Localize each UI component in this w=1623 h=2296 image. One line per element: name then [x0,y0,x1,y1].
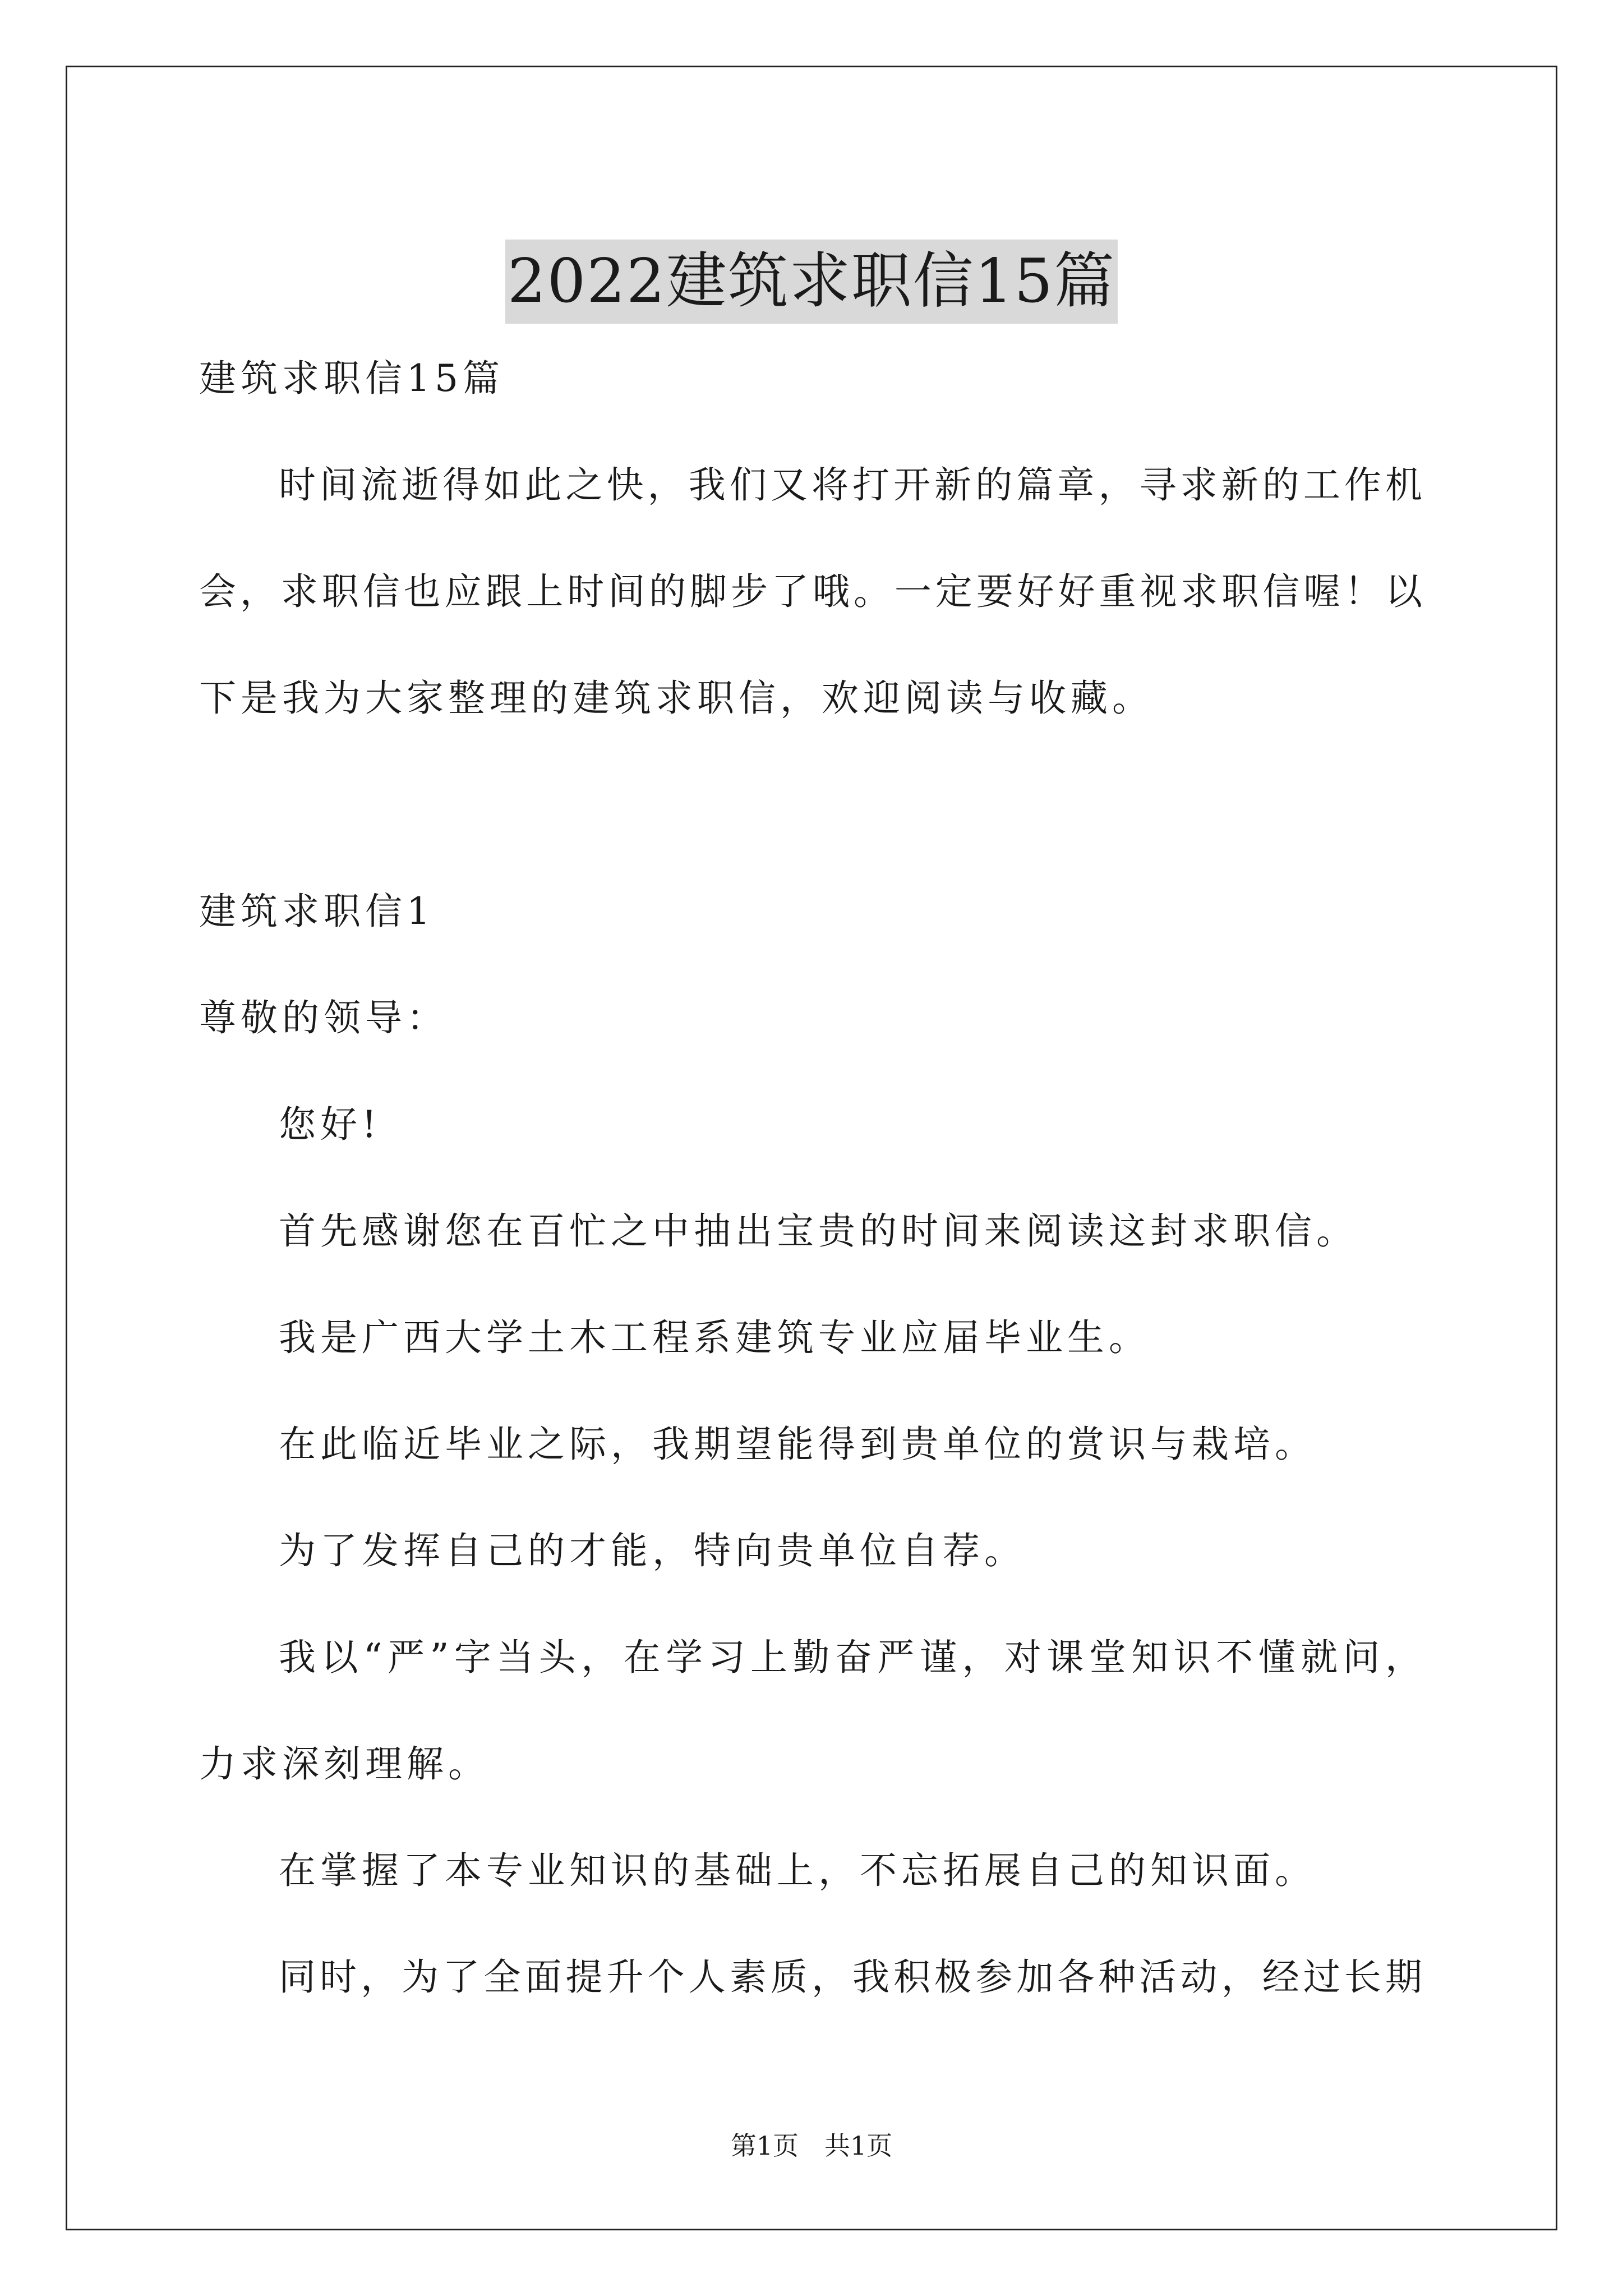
document-title: 2022建筑求职信15篇 [505,240,1118,324]
subtitle: 建筑求职信15篇 [199,357,504,400]
letter-line-2: 我是广西大学土木工程系建筑专业应届毕业生。 [279,1316,1150,1359]
letter-line-3: 在此临近毕业之际，我期望能得到贵单位的赏识与栽培。 [279,1423,1316,1466]
intro-line-1: 时间流逝得如此之快，我们又将打开新的篇章，寻求新的工作机 [279,463,1426,507]
letter-line-4: 为了发挥自己的才能，特向贵单位自荐。 [279,1529,1026,1572]
letter-line-1: 首先感谢您在百忙之中抽出宝贵的时间来阅读这封求职信。 [279,1209,1358,1253]
page-number: 第1页 共1页 [730,2131,893,2161]
letter-heading: 建筑求职信1 [199,890,435,933]
letter-line-6: 力求深刻理解。 [199,1742,490,1786]
salutation: 尊敬的领导： [199,996,448,1039]
letter-line-8: 同时，为了全面提升个人素质，我积极参加各种活动，经过长期 [279,1955,1426,1999]
intro-line-2: 会，求职信也应跟上时间的脚步了哦。一定要好好重视求职信喔！以 [199,570,1426,613]
letter-line-7: 在掌握了本专业知识的基础上，不忘拓展自己的知识面。 [279,1849,1316,1892]
intro-line-3: 下是我为大家整理的建筑求职信，欢迎阅读与收藏。 [199,677,1154,720]
title-container [0,199,1623,365]
greeting: 您好! [279,1103,381,1146]
letter-line-5: 我以“严”字当头，在学习上勤奋严谨，对课堂知识不懂就问， [279,1636,1426,1679]
